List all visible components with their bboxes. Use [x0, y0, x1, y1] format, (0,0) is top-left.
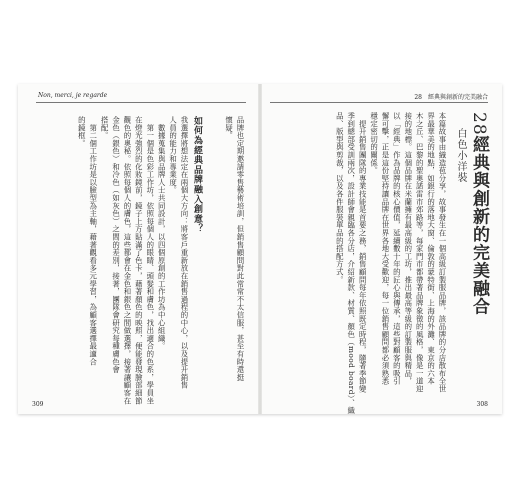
text-line: 搭配。	[100, 116, 110, 140]
text-line: 穩定密切的關係。	[369, 112, 379, 175]
text-line: 品牌也定期邀請零售藝術培訓，但銷售顧問對此常常不太信服，甚至有時還挺	[236, 116, 245, 382]
book-spread	[18, 84, 502, 414]
page-number: 309	[32, 401, 44, 408]
text-line: 金色（銀色）和冷色（如灰色）之間的差別，接著，團隊會研究每種膚色會	[111, 116, 121, 374]
text-line: 在燈光強烈的化妝鏡前，鏡子上方貼滿了色卡，藉著顏色的映照，便能發現臉部細節	[134, 116, 144, 405]
text-line: 的鏡框。	[77, 116, 87, 148]
text-line: 以「經典」作為品牌的核心價值，延續數十年的匠心與傳承，這些對顧客的吸引	[392, 112, 402, 385]
header-rule	[270, 102, 488, 103]
running-head: Non, merci, je regarde	[38, 92, 108, 99]
text-line: 觀色的奧秘。依照每個人的膚色，這些都會在金色和銀色之間做選擇，接著讓顧客在	[122, 116, 132, 405]
text-line: 季到總部受訓兩次，設計師會親臨各分店，介紹新款、材質、顏色（mood board）、織	[346, 112, 356, 415]
text-line: 懷疑。	[224, 116, 234, 140]
text-line: 接的地標。這個品牌在米蘭擁有最高級的工坊，推出最高等級的訂製服與精品，	[403, 112, 413, 385]
body-text	[334, 112, 448, 415]
chapter-title-text: 經典與創新的完美融合	[469, 135, 489, 316]
page-number: 308	[476, 401, 488, 408]
text-line: 人員的能力和專業度。	[168, 116, 178, 194]
text-line: 界最華美的地點，如銀行的落地大窗、倫敦的蒙特街、上海的外灘、東京的六本	[426, 112, 436, 385]
chapter-title	[467, 112, 492, 316]
text-line: 提升銷售團隊的專業技能是首要之務，銷售顧問每年依照既定時程，隨著季節變	[358, 112, 368, 393]
body-text	[76, 116, 190, 406]
text-line: 第一個是色彩工作坊，依照每個人的眼睛、頭髮和膚色，找出適合的色系，學員坐	[145, 116, 155, 405]
text-line: 數據蒐集與品牌人士共同設計，以四個原創的工作坊為中心組織。	[157, 116, 167, 350]
chapter-subtitle: 白色小洋裝	[455, 128, 466, 183]
text-line: 我選擇將想法定在兩個大方向：將客戶重新放在銷售過程的中心，以及提升銷售	[180, 116, 189, 389]
section-heading: 如何為經典品牌融入創意？	[192, 116, 202, 234]
chapter-number: 28	[469, 112, 489, 136]
running-head: 28 經典與創新的完美融合	[414, 94, 488, 101]
header-rule	[36, 102, 246, 103]
intro-text	[223, 116, 246, 406]
text-line: 本篇故事由織造苞分享，故事發生在一個高級訂製服品牌，該品牌的分店散布全世	[438, 112, 447, 393]
text-line: 木之丘、巴黎的聖奧諾雷市郊路等，每家門市都帶著品牌象徵的風格，像是一道迎	[415, 112, 425, 393]
text-line: 第二個工作坊是以臉型為主軸，藉著觀看多元學習，為顧客選擇最適合	[88, 116, 98, 366]
text-line: 品、版型與剪裁，以及各件服裝單品的搭配方式。	[335, 112, 345, 284]
right-page	[262, 84, 502, 414]
left-page	[18, 84, 258, 414]
text-line: 懈可擊，正是這份堅持讓品牌在世界各地大受歡迎，每一位銷售顧問都必須熟悉	[380, 112, 390, 385]
